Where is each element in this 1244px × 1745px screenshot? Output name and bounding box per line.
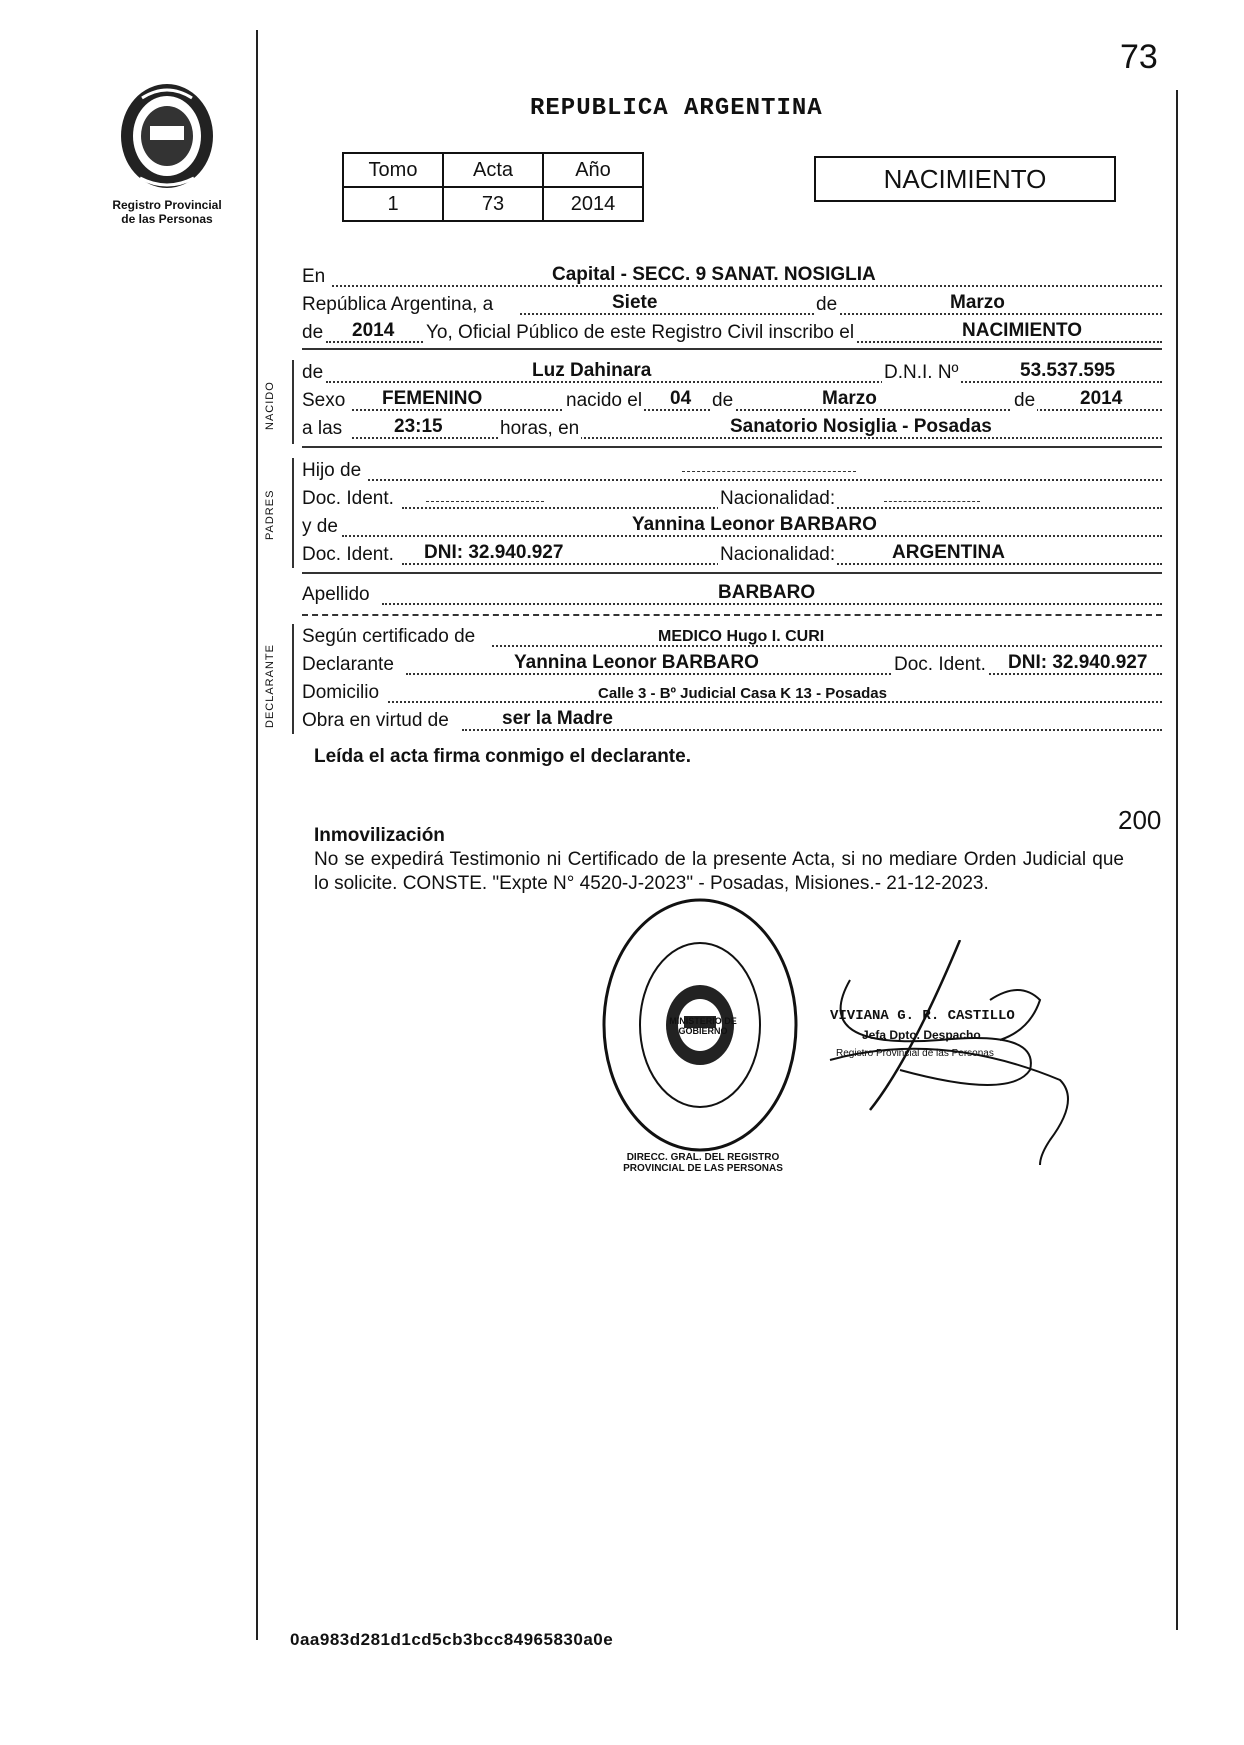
handwritten-signature <box>790 940 1090 1180</box>
row-hijo: Hijo de <box>302 458 1162 484</box>
row-obra: Obra en virtud de ser la Madre <box>302 708 1162 734</box>
row-declarante: Declarante Yannina Leonor BARBARO Doc. Ident. DNI: 32.940.927 <box>302 652 1162 678</box>
right-margin-line <box>1176 90 1178 1630</box>
inmovilizacion-title: Inmovilización <box>314 825 445 846</box>
row-name: de Luz Dahinara D.N.I. Nº 53.537.595 <box>302 360 1162 386</box>
anio-value: 2014 <box>543 187 643 221</box>
row-year-inscribe: de 2014 Yo, Oficial Público de este Registro Civil inscribo el NACIMIENTO <box>302 320 1162 346</box>
signer-name: VIVIANA G. R. CASTILLO <box>830 1008 1015 1024</box>
row-republica: República Argentina, a Siete de Marzo <box>302 292 1162 318</box>
page-mark: 200 <box>1118 805 1162 835</box>
row-madre: y de Yannina Leonor BARBARO <box>302 514 1162 540</box>
acta-header: Acta <box>443 153 543 187</box>
padres-side-label: PADRES <box>264 489 276 540</box>
closing-statement: Leída el acta firma conmigo el declarante. <box>314 746 691 767</box>
row-en: En Capital - SECC. 9 SANAT. NOSIGLIA <box>302 264 1162 290</box>
page-number: 73 <box>1120 38 1158 76</box>
seal-inner-text: MINISTERIO DE GOBIERNO <box>669 1016 737 1036</box>
province-logo <box>112 78 222 196</box>
logo-caption: Registro Provincial de las Personas <box>112 198 222 226</box>
tomo-header: Tomo <box>343 153 443 187</box>
act-type-box: NACIMIENTO <box>814 156 1116 202</box>
inmovilizacion-text: No se expedirá Testimonio ni Certificado de la presente Acta, si no mediare Orden Judicial que lo solicite. CONSTE. "Expte N° 4520-J-2023" - Posadas, Misiones.- 21-12-2023. <box>314 849 1124 894</box>
row-doc1: Doc. Ident. Nacionalidad: <box>302 486 1162 512</box>
tomo-value: 1 <box>343 187 443 221</box>
row-domicilio: Domicilio Calle 3 - Bº Judicial Casa K 13 - Posadas <box>302 680 1162 706</box>
registry-table <box>342 152 644 222</box>
coat-of-arms-icon <box>112 78 222 196</box>
signer-office: Registro Provincial de las Personas <box>836 1048 994 1059</box>
row-doc2: Doc. Ident. DNI: 32.940.927 Nacionalidad: ARGENTINA <box>302 542 1162 568</box>
row-certificado: Según certificado de MEDICO Hugo I. CURI <box>302 624 1162 650</box>
document-hash: 0aa983d281d1cd5cb3bcc84965830a0e <box>290 1630 614 1649</box>
left-margin-line <box>256 30 258 1640</box>
signature-icon <box>790 940 1090 1180</box>
row-sexo: Sexo FEMENINO nacido el 04 de Marzo de 2014 <box>302 388 1162 414</box>
anio-header: Año <box>543 153 643 187</box>
row-hora: a las 23:15 horas, en Sanatorio Nosiglia - Posadas <box>302 416 1162 442</box>
nacido-side-label: NACIDO <box>264 381 276 430</box>
document-title: REPUBLICA ARGENTINA <box>530 95 823 122</box>
declarante-side-label: DECLARANTE <box>264 644 276 728</box>
row-apellido: Apellido BARBARO <box>302 582 1162 608</box>
acta-value: 73 <box>443 187 543 221</box>
seal-outer-text: DIRECC. GRAL. DEL REGISTRO PROVINCIAL DE LAS PERSONAS <box>623 1152 783 1174</box>
signer-title: Jefa Dpto. Despacho <box>862 1028 981 1042</box>
